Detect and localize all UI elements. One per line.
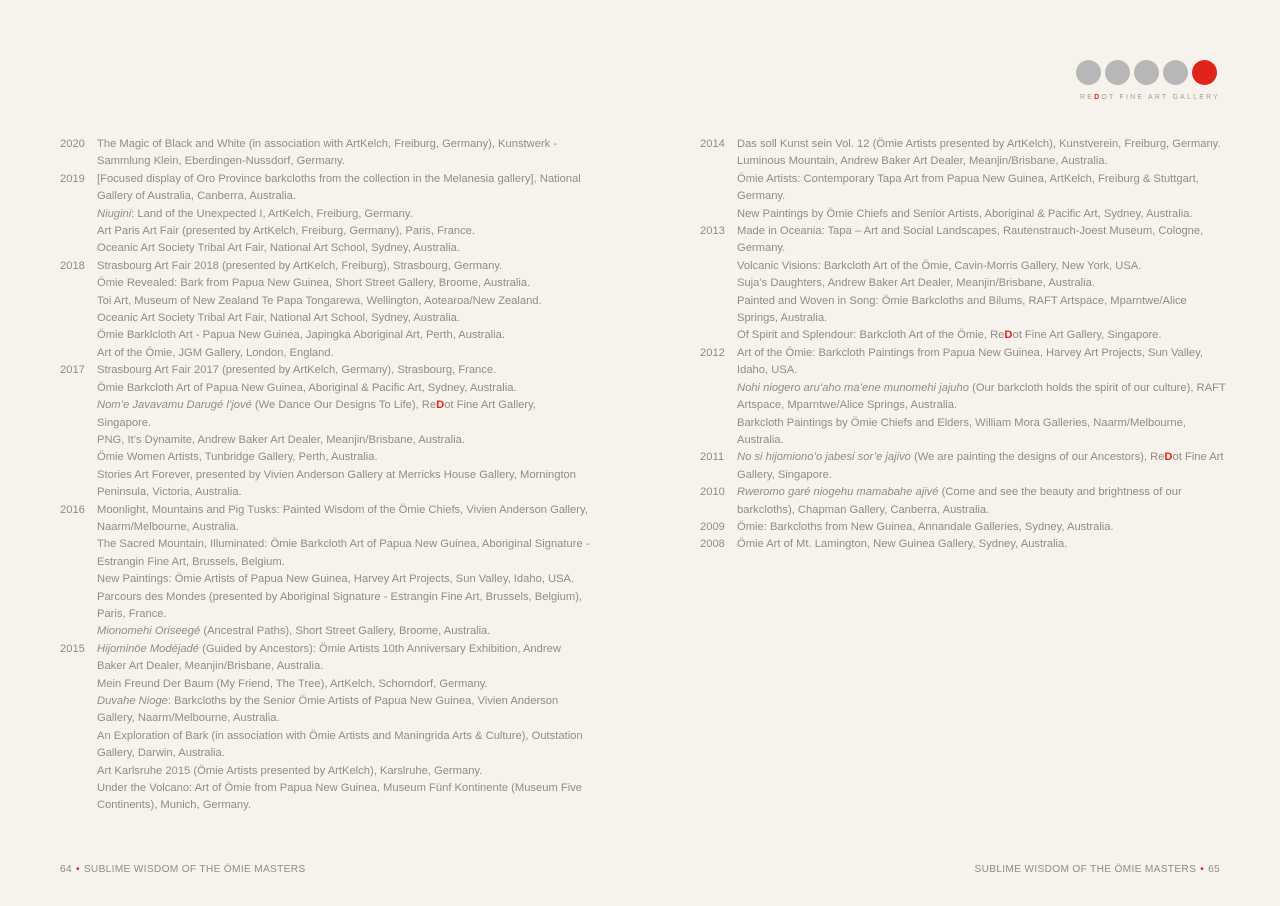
entry-text: The Sacred Mountain, Illuminated: Ömie Barkcloth Art of Papua New Guinea, Aboriginal Signature - Estrangin Fine Art, Brussels, Belgium. (97, 538, 590, 568)
exhibition-entry (97, 136, 590, 171)
logo-dot (1134, 60, 1159, 85)
year-label: 2012 (700, 346, 725, 359)
exhibition-entry (737, 345, 1230, 380)
exhibition-entry (737, 153, 1230, 170)
exhibition-entry (97, 258, 590, 275)
exhibition-entry (737, 258, 1230, 275)
entry-text: : Land of the Unexpected I, ArtKelch, Freiburg, Germany. (131, 207, 413, 220)
exhibition-entry (97, 432, 590, 449)
entry-text: Made in Oceania: Tapa – Art and Social Landscapes, Rautenstrauch-Joest Museum, Cologne, Germany. (737, 225, 1204, 255)
entry-text: Painted and Woven in Song: Ömie Barkcloths and Bilums, RAFT Artspace, Mparntwe/Alice Springs, Australia. (737, 294, 1187, 325)
exhibition-entry (737, 136, 1230, 153)
entry-text: [Focused display of Oro Province barkcloths from the collection in the Melanesia gallery], National Gallery of Australia, Canberra, Australia. (97, 172, 581, 203)
exhibition-entry (737, 449, 1230, 484)
exhibition-entry (97, 171, 590, 206)
entry-text: New Paintings by Ömie Chiefs and Senior Artists, Aboriginal & Pacific Art, Sydney, Australia. (737, 207, 1193, 220)
logo-dot (1076, 60, 1101, 85)
exhibition-entry (737, 171, 1230, 206)
year-label: 2014 (700, 138, 725, 150)
exhibition-entry (97, 275, 590, 292)
year-group (700, 449, 1230, 484)
entry-text: Toi Art, Museum of New Zealand Te Papa Tongarewa, Wellington, Aotearoa/New Zealand. (97, 294, 542, 307)
exhibition-entry (97, 345, 590, 362)
year-label: 2016 (60, 503, 85, 516)
entry-text: Moonlight, Mountains and Pig Tusks: Painted Wisdom of the Ömie Chiefs, Vivien Anderson Gallery, Naarm/Melbourne, Australia. (97, 503, 588, 533)
entry-text: Das soll Kunst sein Vol. 12 (Ömie Artists presented by ArtKelch), Kunstverein, Freiburg, Germany. (737, 138, 1221, 150)
entry-text: Luminous Mountain, Andrew Baker Art Dealer, Meanjin/Brisbane, Australia. (737, 155, 1108, 168)
exhibition-entry (97, 327, 590, 344)
exhibition-entry (97, 362, 590, 379)
entry-text: Oceanic Art Society Tribal Art Fair, National Art School, Sydney, Australia. (97, 312, 460, 325)
entry-text: Art Paris Art Fair (presented by ArtKelch, Freiburg, Germany), Paris, France. (97, 225, 476, 238)
logo-dot-accent (1192, 60, 1217, 85)
entry-text: Under the Volcano: Art of Ömie from Papua New Guinea, Museum Fünf Kontinente (Museum Five Continents), Munich, Germany. (97, 782, 583, 812)
exhibition-entry (97, 223, 590, 240)
exhibition-entry (737, 415, 1230, 450)
year-group (700, 519, 1230, 536)
entry-text: Ömie Women Artists, Tunbridge Gallery, Perth, Australia. (97, 451, 378, 464)
entry-text: Oceanic Art Society Tribal Art Fair, National Art School, Sydney, Australia. (97, 242, 460, 255)
entry-text: Ömie Revealed: Bark from Papua New Guinea, Short Street Gallery, Broome, Australia. (97, 277, 531, 290)
year-group (60, 258, 590, 362)
exhibition-entry (97, 728, 590, 763)
entry-text: Art Karlsruhe 2015 (Ömie Artists presented by ArtKelch), Karslruhe, Germany. (97, 764, 483, 777)
entry-text: The Magic of Black and White (in association with ArtKelch, Freiburg, Germany), Kunstwerk - Sammlung Klein, Eberdingen-Nussdorf, Germany. (97, 138, 558, 168)
entry-text: No si hijomiono’o jabesi sor’e jajivo (737, 451, 911, 464)
entry-text: Strasbourg Art Fair 2017 (presented by ArtKelch, Germany), Strasbourg, France. (97, 364, 497, 377)
year-group (60, 641, 590, 815)
year-label: 2019 (60, 172, 85, 185)
year-label: 2020 (60, 138, 85, 150)
entry-text: (Our barkcloth holds the spirit of our culture), RAFT Artspace, Mparntwe/Alice Springs, Australia. (737, 381, 1226, 412)
entry-text: (Ancestral Paths), Short Street Gallery, Broome, Australia. (200, 625, 491, 638)
exhibition-entry (97, 536, 590, 571)
entry-text: Ömie Art of Mt. Lamington, New Guinea Gallery, Sydney, Australia. (737, 538, 1068, 551)
logo-dot (1163, 60, 1188, 85)
logo-dots (1076, 60, 1222, 85)
year-group (700, 484, 1230, 519)
exhibition-entry (737, 327, 1230, 344)
exhibition-entry (97, 502, 590, 537)
exhibition-entry (97, 380, 590, 397)
footer-bullet: • (75, 864, 80, 875)
entry-text: Stories Art Forever, presented by Vivien Anderson Gallery at Merricks House Gallery, Mornington Peninsula, Victoria, Australia. (97, 468, 576, 499)
year-group (60, 362, 590, 501)
exhibition-entry (97, 641, 590, 676)
footer-bullet: • (1200, 864, 1205, 875)
entry-text: Ömie: Barkcloths from New Guinea, Annandale Galleries, Sydney, Australia. (737, 520, 1114, 533)
gallery-logo (1076, 60, 1222, 101)
entry-text: D (1164, 451, 1173, 464)
entry-text: Hijominöe Modéjadé (97, 642, 199, 655)
entry-text: (We are painting the designs of our Ancestors), Re (910, 451, 1165, 464)
entry-text: Ömie Barkcloth Art of Papua New Guinea, Aboriginal & Pacific Art, Sydney, Australia. (97, 381, 517, 394)
year-label: 2015 (60, 642, 85, 655)
entry-text: Nom’e Javavamu Darugé l’jové (97, 399, 252, 412)
exhibition-entry (97, 763, 590, 780)
year-group (700, 136, 1230, 223)
footer-right (974, 864, 1220, 875)
entry-text: D (436, 399, 445, 412)
year-label: 2018 (60, 259, 85, 272)
exhibition-entry (97, 676, 590, 693)
year-group (700, 536, 1230, 553)
entry-text: (Come and see the beauty and brightness of our barkcloths), Chapman Gallery, Canberra, Australia. (737, 486, 1182, 516)
entry-text: Niugini (97, 207, 132, 220)
exhibition-entry (737, 223, 1230, 258)
exhibition-entry (97, 467, 590, 502)
entry-text: (We Dance Our Designs To Life), Re (251, 399, 437, 412)
entry-text: Nohi niogero aru’aho ma’ene munomehi jajuho (737, 381, 969, 394)
exhibitions-right-column (700, 136, 1230, 554)
entry-text: Rweromo garé niogehu mamabahe ajivé (737, 486, 939, 499)
year-group (60, 502, 590, 641)
exhibition-entry (737, 519, 1230, 536)
year-label: 2017 (60, 364, 85, 377)
exhibition-entry (97, 693, 590, 728)
exhibition-entry (737, 536, 1230, 553)
exhibition-entry (97, 206, 590, 223)
page-number-left: 64 (60, 864, 72, 875)
entry-text: PNG, It’s Dynamite, Andrew Baker Art Dealer, Meanjin/Brisbane, Australia. (97, 433, 465, 446)
entry-text: Barkcloth Paintings by Ömie Chiefs and Elders, William Mora Galleries, Naarm/Melbourne, Australia. (737, 416, 1186, 446)
footer-title-right: SUBLIME WISDOM OF THE ÖMIE MASTERS (974, 864, 1197, 875)
exhibition-entry (737, 275, 1230, 292)
exhibitions-left-column (60, 136, 590, 815)
footer-title-left: SUBLIME WISDOM OF THE ÖMIE MASTERS (83, 864, 306, 875)
exhibition-entry (97, 623, 590, 640)
exhibition-entry (737, 380, 1230, 415)
entry-text: Ömie Artists: Contemporary Tapa Art from Papua New Guinea, ArtKelch, Freiburg & Stuttgart, Germany. (737, 172, 1199, 203)
entry-text: Art of the Ömie, JGM Gallery, London, England. (97, 346, 334, 359)
entry-text: Of Spirit and Splendour: Barkcloth Art of the Ömie, Re (737, 329, 1005, 342)
entry-text: D (1004, 329, 1013, 342)
exhibition-entry (97, 780, 590, 815)
entry-text: Parcours des Mondes (presented by Aboriginal Signature - Estrangin Fine Art, Brussels, Belgium), Paris, France. (97, 590, 583, 620)
entry-text: Strasbourg Art Fair 2018 (presented by ArtKelch, Freiburg), Strasbourg, Germany. (97, 259, 503, 272)
year-group (60, 171, 590, 258)
entry-text: An Exploration of Bark (in association with Ömie Artists and Maningrida Arts & Culture), Outstation Gallery, Darwin, Australia. (97, 729, 583, 760)
entry-text: Ömie Barklcloth Art - Papua New Guinea, Japingka Aboriginal Art, Perth, Australia. (97, 329, 505, 342)
year-label: 2013 (700, 225, 725, 238)
logo-text: REDOT FINE ART GALLERY (1080, 94, 1221, 101)
entry-text: ot Fine Art Gallery, Singapore. (737, 451, 1224, 481)
entry-text: (Guided by Ancestors): Ömie Artists 10th Anniversary Exhibition, Andrew Baker Art Dealer, Meanjin/Brisbane, Australia. (97, 642, 561, 673)
year-label: 2009 (700, 520, 725, 533)
exhibition-entry (737, 293, 1230, 328)
entry-text: New Paintings: Ömie Artists of Papua New Guinea, Harvey Art Projects, Sun Valley, Idaho, USA. (97, 573, 575, 586)
entry-text: ot Fine Art Gallery, Singapore. (97, 399, 536, 429)
entry-text: : Barkcloths by the Senior Ömie Artists of Papua New Guinea, Vivien Anderson Gallery, Naarm/Melbourne, Australia. (97, 695, 559, 725)
exhibition-entry (737, 206, 1230, 223)
exhibition-entry (737, 484, 1230, 519)
exhibition-entry (97, 310, 590, 327)
entry-text: ot Fine Art Gallery, Singapore. (1012, 329, 1162, 342)
exhibition-entry (97, 449, 590, 466)
year-label: 2011 (700, 451, 725, 464)
year-group (700, 345, 1230, 449)
logo-dot (1105, 60, 1130, 85)
entry-text: Mionomehi Oriseegé (97, 625, 201, 638)
entry-text: Art of the Ömie: Barkcloth Paintings from Papua New Guinea, Harvey Art Projects, Sun Valley, Idaho, USA. (737, 346, 1203, 377)
year-group (60, 136, 590, 171)
exhibition-entry (97, 293, 590, 310)
entry-text: Suja’s Daughters, Andrew Baker Art Dealer, Meanjin/Brisbane, Australia. (737, 277, 1095, 290)
entry-text: Duvahe Nioge (97, 695, 168, 707)
year-label: 2010 (700, 486, 725, 499)
entry-text: Volcanic Visions: Barkcloth Art of the Ömie, Cavin-Morris Gallery, New York, USA. (737, 259, 1142, 272)
page-number-right: 65 (1208, 864, 1220, 875)
exhibition-entry (97, 240, 590, 257)
exhibition-entry (97, 589, 590, 624)
entry-text: Mein Freund Der Baum (My Friend, The Tree), ArtKelch, Schorndorf, Germany. (97, 677, 488, 690)
year-label: 2008 (700, 538, 725, 551)
exhibition-entry (97, 397, 590, 432)
exhibition-entry (97, 571, 590, 588)
year-group (700, 223, 1230, 345)
footer-left (60, 864, 306, 875)
